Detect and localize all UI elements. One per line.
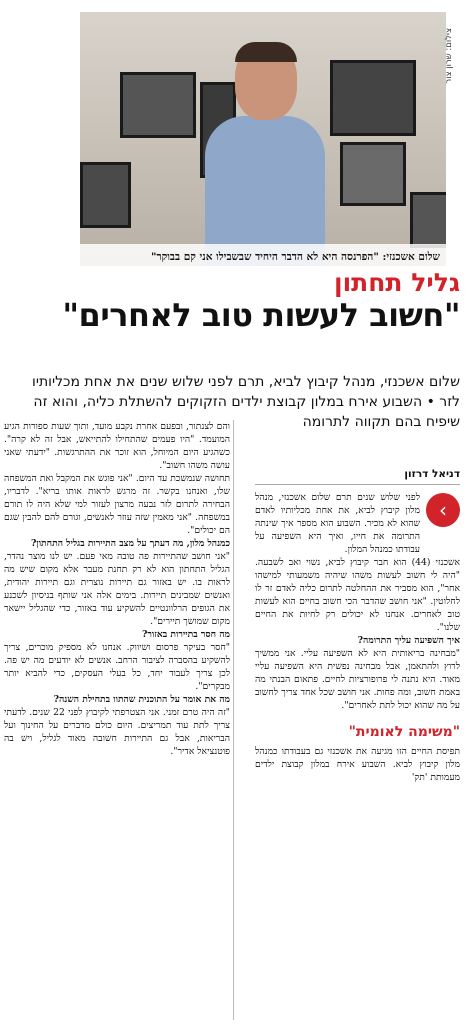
lead-paragraph: לפני שלוש שנים תרם שלום אשכנזי, מנהל מלון קיבוץ לביא, את אחת מכליותיו לאדם שהוא לא מכיר. השבוע הוא מספר איך שינתה התרומה את חייו, ואיך היא השפיעה על עבודתו כמנהל המלון. [255, 492, 420, 555]
interview-question: מה את אומר על התוכנית שהתוו בתחילת השנה? [53, 694, 230, 705]
wall-photo-frame [410, 192, 446, 248]
portrait-subject [205, 42, 325, 266]
article-column-left [4, 420, 230, 1020]
wall-photo-frame [330, 60, 416, 136]
photo-credit: צילום: שרון צור [444, 28, 454, 84]
paragraph: אשכנזי (44) הוא חבר קיבוץ לביא, נשוי ואב לשבעה. "היה לי חשוב לעשות משהו שיהיה משמעותי למישהו אחר", הוא מסביר את ההחלטה לתרום כליה לאדם זר לו לחלוטין. "אני חושב שהדבר הכי חשוב בחיים הוא לעשות טוב לאחרים. אנחנו לא יכולים רק לחיות את החיים שלנו". [255, 557, 460, 633]
headline: "חשוב לעשות טוב לאחרים" [62, 296, 460, 334]
paragraph: תפיסת החיים הזו מגיעה את אשכנזי גם בעבודתו כמנהל מלון קיבוץ לביא. השבוע אירח במלון קבוצת ילדים מעמותת 'תק' [255, 746, 460, 783]
interview-question: איך השפיעה עליך התרומה? [357, 635, 460, 646]
subject-hair [235, 42, 297, 62]
paragraph: "זה היה טרם זמני. אני הצטרפתי לקיבוץ לפני 22 שנים. לדעתי צריך לתת עוד תמריצים. היום כולם מדברים על החינוך ועל הבריאות, אבל גם התיירות חשובה מאוד לגליל, ויש בה פוטנציאל אדיר". [4, 707, 230, 757]
article-photo [80, 12, 446, 266]
paragraph: "מבחינה בריאותית היא לא השפיעה עליי. אני ממשיך לרוץ ולהתאמן, אבל מבחינה נפשית היא השפיעה עליי מאוד. היא נתנה לי פרופורציות לחיים. פתאום הבנתי מה באמת חשוב, ומה פחות. אני חושב שכל אחד צריך לחשוב על מה שהוא יכול לתת לאחרים". [255, 648, 460, 711]
paragraph: תחושה שנמשכת עד היום. "אני פוגש את המקבל ואת המשפחה שלו, ואנחנו בקשר. זה מרגש לראות אותו בריא". לדבריו, הבחירה לתרום לזר נבעה מרצון לעזור למי שלא היה לו תורם במשפחה. "אני מאמין שזה עוזר לאנשים, וגורם להם להבין שגם הם יכולים". [4, 473, 230, 536]
wall-photo-frame [120, 72, 196, 138]
paragraph: והם לצנתור, ובפעם אחרת נקבע מועד, ותוך שעות ספורות הגיע המועמד. "היו פעמים שהתחילו להתייאש, אבל זה לא קרה". כשהגיע היום המיוחל, הוא זוכר את ההתרגשות. "ידעתי שאני עושה משהו חשוב". [4, 421, 230, 471]
photo-caption: שלום אשכנזי: "הפרנסה היא לא הדבר היחיד שבשבילו אני קם בבוקר" [150, 251, 440, 263]
section-kicker: גליל תחתון [334, 268, 460, 297]
interview-question: מה חסר בתיירות באזור? [142, 629, 230, 640]
arrow-icon: › [426, 493, 460, 527]
column-divider [233, 420, 234, 1020]
article-column-right [255, 468, 460, 1018]
section-subheading: "משימה לאומית" [348, 724, 460, 740]
paragraph: "חסר בעיקר פרסום ושיווק. אנחנו לא מספיק מוכרים, צריך להשקיע בהסברה לציבור הרחב. אנשים לא יודעים מה יש פה. לכן צריך לעבוד יחד, כל בעלי העסקים, כדי להביא יותר מבקרים". [4, 642, 230, 692]
byline: דניאל דרזון [255, 468, 460, 485]
subheadline: שלום אשכנזי, מנהל קיבוץ לביא, תרם לפני שלוש שנים את אחת מכליותיו לזר • השבוע אירח במלון קבוצת ילדים הזקוקים להשתלת כליה, והוא זה שיפיח בהם תקווה לתרומה [32, 374, 460, 430]
wall-photo-frame [340, 142, 406, 206]
interview-question: כמנהל מלון, מה דעתך על מצב התיירות בגליל התחתון? [30, 538, 230, 549]
lead-paragraph-wrap [255, 491, 460, 556]
wall-photo-frame [80, 162, 131, 228]
paragraph: "אני חושב שהתיירות פה טובה מאי פעם. יש לנו מוצר נהדר, הגליל התחתון הוא לא רק תחנת מעבר אלא מקום שיש מה לראות בו. יש באזור גם תיירות נוצרית וגם תיירות יהודית, ואנשים שמבינים תיירות. בימים אלה אני שותף בניסיון לשכנע את הגופים הרלוונטיים להשקיע עוד באזור, כדי שהגליל יישאר מקום שמושך תיירים". [4, 551, 230, 627]
